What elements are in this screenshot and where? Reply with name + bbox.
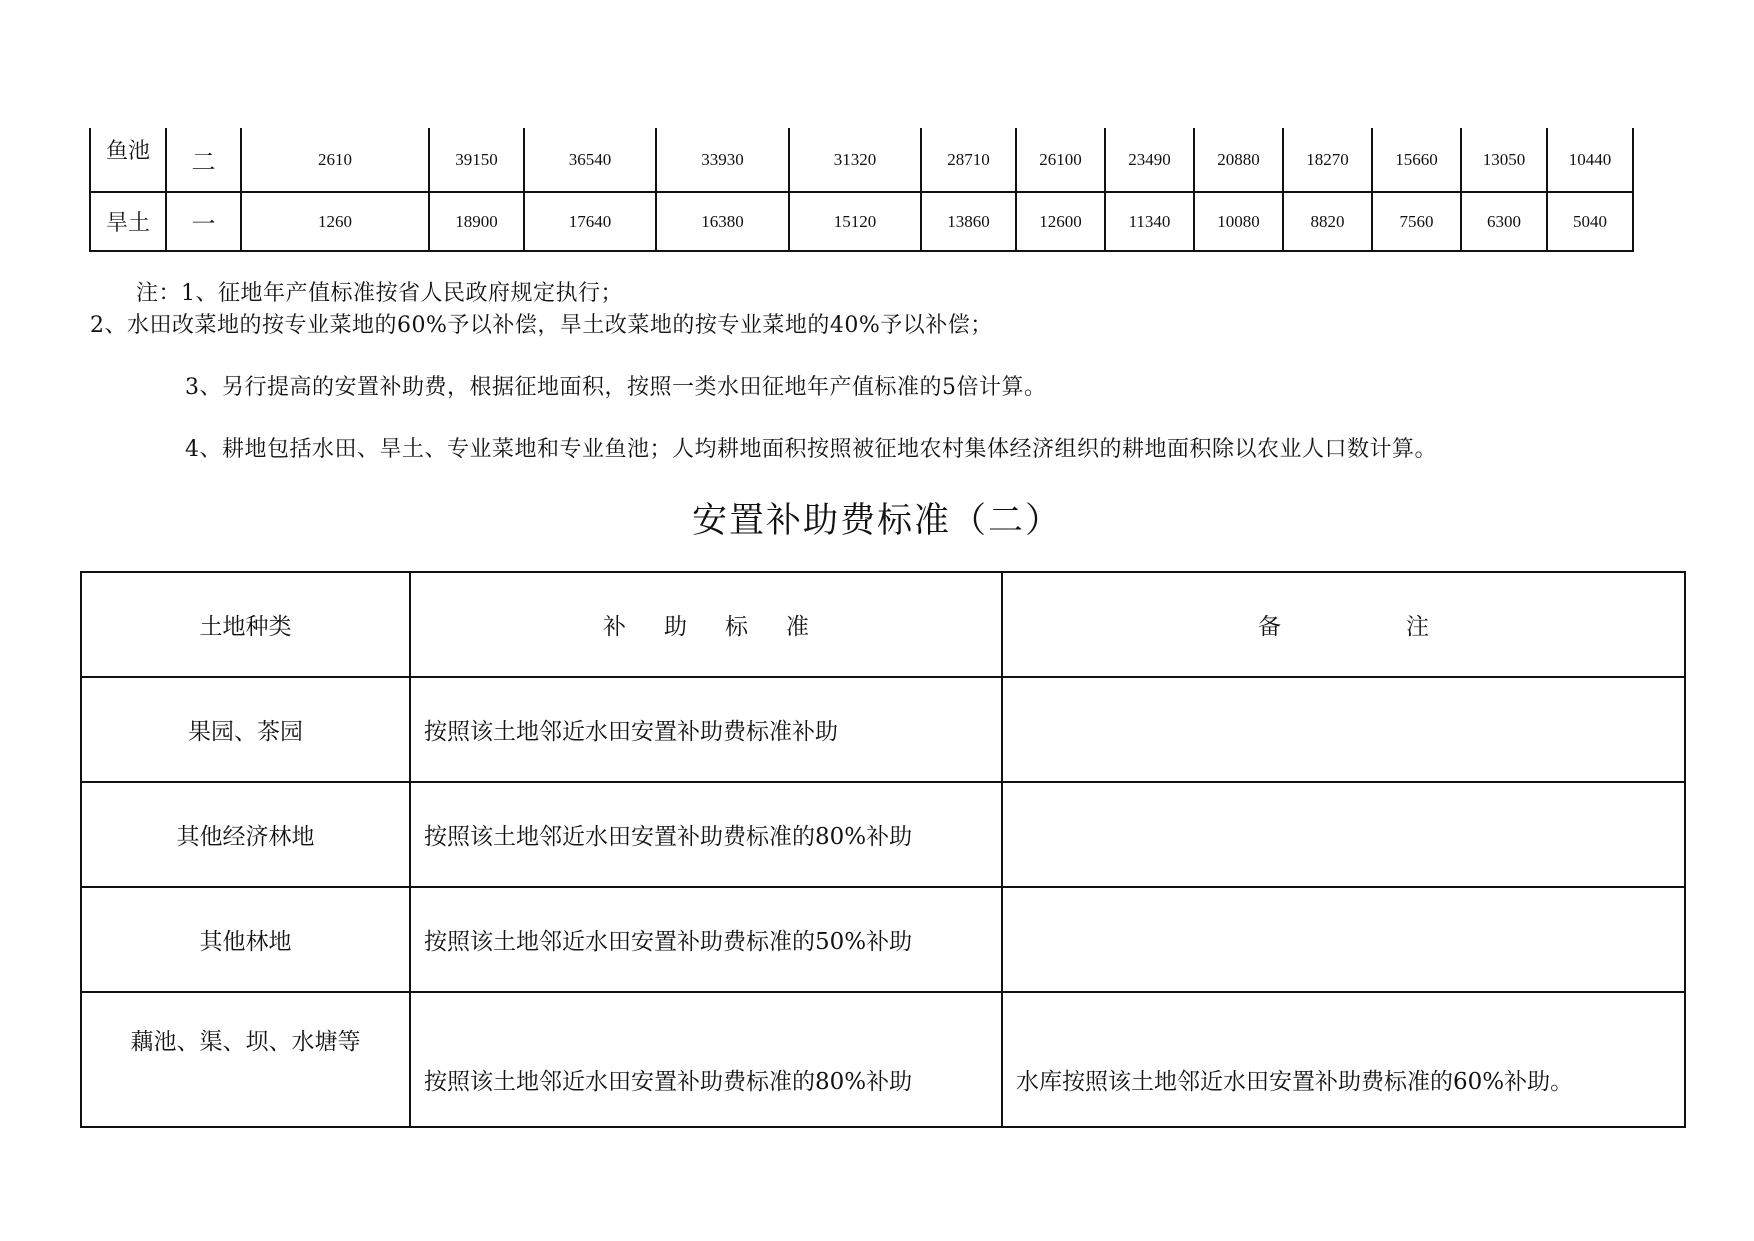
table-header-row: [81, 572, 1685, 677]
header-remark: 备 注: [1002, 572, 1685, 677]
value-cell: 5040: [1547, 192, 1633, 251]
grade-cell: 一: [166, 192, 241, 251]
value-cell: 26100: [1016, 128, 1105, 192]
standard-cell: 按照该土地邻近水田安置补助费标准的80%补助: [410, 992, 1002, 1127]
value-cell: 31320: [789, 128, 921, 192]
value-cell: 15120: [789, 192, 921, 251]
land-type-cell: 旱土: [90, 192, 166, 251]
table-row: [81, 782, 1685, 887]
header-land-type: 土地种类: [81, 572, 410, 677]
remark-cell: 水库按照该土地邻近水田安置补助费标准的60%补助。: [1002, 992, 1685, 1127]
table-row: [81, 677, 1685, 782]
value-cell: 16380: [656, 192, 789, 251]
land-type-cell: 藕池、渠、坝、水塘等: [81, 992, 410, 1127]
value-cell: 28710: [921, 128, 1016, 192]
value-cell: 6300: [1461, 192, 1547, 251]
table-row: [81, 992, 1685, 1127]
value-cell: 2610: [241, 128, 429, 192]
value-cell: 20880: [1194, 128, 1283, 192]
table-row: [90, 128, 1633, 192]
value-cell: 13860: [921, 192, 1016, 251]
land-type-cell: 其他林地: [81, 887, 410, 992]
remark-cell: [1002, 677, 1685, 782]
note-2: 2、水田改菜地的按专业菜地的60%予以补偿，旱土改菜地的按专业菜地的40%予以补偿；: [90, 313, 993, 338]
note-4: 4、耕地包括水田、旱土、专业菜地和专业鱼池；人均耕地面积按照被征地农村集体经济组织的耕地面积除以农业人口数计算。: [185, 437, 1438, 462]
value-cell: 7560: [1372, 192, 1461, 251]
value-cell: 11340: [1105, 192, 1194, 251]
standard-cell: 按照该土地邻近水田安置补助费标准补助: [410, 677, 1002, 782]
value-cell: 23490: [1105, 128, 1194, 192]
land-type-cell: 其他经济林地: [81, 782, 410, 887]
section-title: 安置补助费标准（二）: [691, 501, 1062, 541]
value-cell: 36540: [524, 128, 656, 192]
land-type-cell: 鱼池: [90, 128, 166, 192]
value-cell: 18900: [429, 192, 524, 251]
value-cell: 13050: [1461, 128, 1547, 192]
standard-cell: 按照该土地邻近水田安置补助费标准的80%补助: [410, 782, 1002, 887]
grade-cell: 二: [166, 128, 241, 192]
note-1: 注：1、征地年产值标准按省人民政府规定执行；: [136, 281, 623, 306]
value-cell: 33930: [656, 128, 789, 192]
value-cell: 12600: [1016, 192, 1105, 251]
value-cell: 8820: [1283, 192, 1372, 251]
value-cell: 1260: [241, 192, 429, 251]
table-row: [81, 887, 1685, 992]
land-value-table: [89, 128, 1634, 252]
land-type-cell: 果园、茶园: [81, 677, 410, 782]
value-cell: 18270: [1283, 128, 1372, 192]
note-3: 3、另行提高的安置补助费，根据征地面积，按照一类水田征地年产值标准的5倍计算。: [185, 375, 1047, 400]
value-cell: 10440: [1547, 128, 1633, 192]
remark-cell: [1002, 782, 1685, 887]
resettlement-subsidy-table: [80, 571, 1686, 1128]
table-row: [90, 192, 1633, 251]
value-cell: 39150: [429, 128, 524, 192]
value-cell: 15660: [1372, 128, 1461, 192]
value-cell: 10080: [1194, 192, 1283, 251]
value-cell: 17640: [524, 192, 656, 251]
header-standard: 补 助 标 准: [410, 572, 1002, 677]
remark-cell: [1002, 887, 1685, 992]
standard-cell: 按照该土地邻近水田安置补助费标准的50%补助: [410, 887, 1002, 992]
